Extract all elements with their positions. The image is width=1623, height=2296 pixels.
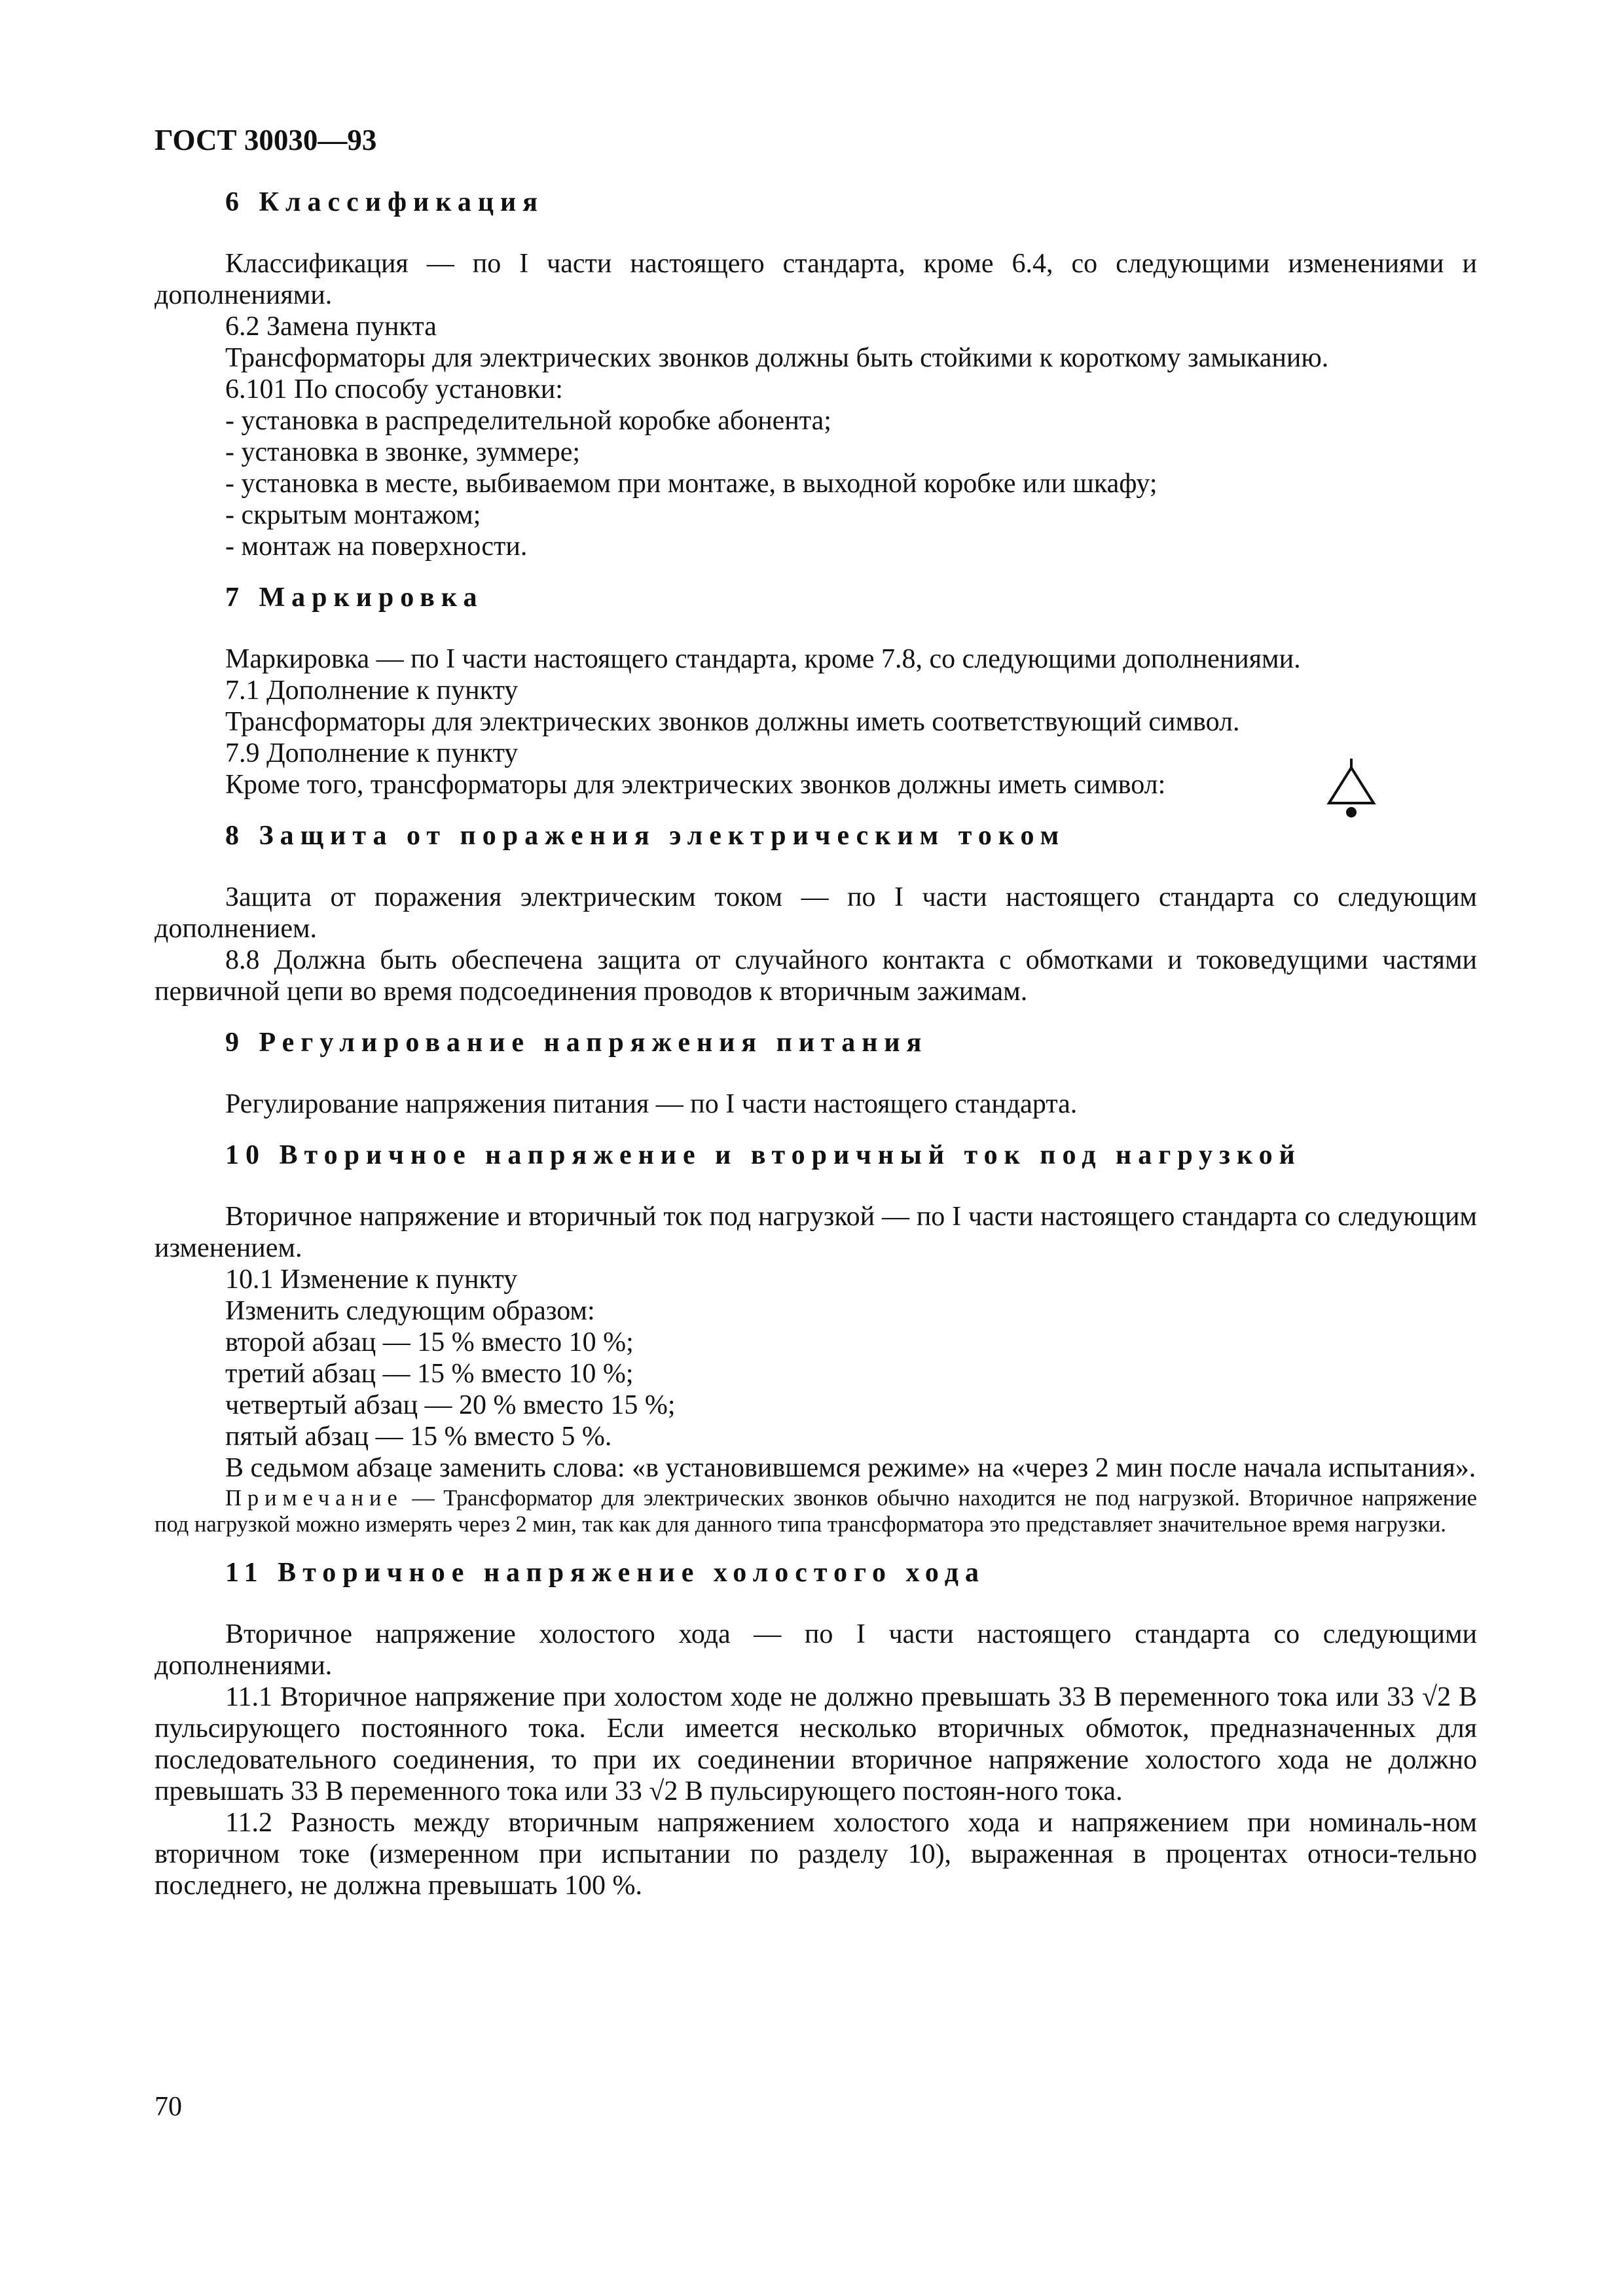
section-7-heading: 7 Маркировка xyxy=(225,583,484,613)
clause-8-8-text: 8.8 Должна быть обеспечена защита от случайного контакта с обмотками и токоведущими частями первичной цепи во время подсоединения проводов к вторичным зажимам. xyxy=(155,945,1477,1007)
section-8-paragraph: Защита от поражения электрическим током — по I части настоящего стандарта со следующим дополнением. xyxy=(155,882,1477,944)
page-number: 70 xyxy=(155,2092,182,2122)
clause-11-1-part-c: В пульсирующего постоян-ного тока. xyxy=(684,1776,1123,1806)
clause-7-1-text: Трансформаторы для электрических звонков должны иметь соответствующий символ. xyxy=(225,707,1240,737)
list-item: - монтаж на поверхности. xyxy=(225,531,528,562)
section-11-paragraph: Вторичное напряжение холостого хода — по I части настоящего стандарта со следующими дополнениями. xyxy=(155,1619,1477,1681)
section-10-paragraph: Вторичное напряжение и вторичный ток под нагрузкой — по I части настоящего стандарта со следующим изменением. xyxy=(155,1202,1477,1263)
list-item: третий абзац — 15 % вместо 10 %; xyxy=(225,1359,634,1389)
clause-10-1-title: 10.1 Изменение к пункту xyxy=(225,1265,518,1295)
clause-6-101-title: 6.101 По способу установки: xyxy=(225,374,563,404)
bell-symbol-icon xyxy=(1321,757,1381,820)
list-item: второй абзац — 15 % вместо 10 %; xyxy=(225,1327,634,1357)
section-10-note xyxy=(155,1485,1477,1537)
sqrt-2-symbol: √2 xyxy=(1422,1682,1451,1712)
clause-6-2-text: Трансформаторы для электрических звонков должны быть стойкими к короткому замыканию. xyxy=(225,343,1329,373)
section-6-heading: 6 Классификация xyxy=(225,187,544,217)
list-item: четвертый абзац — 20 % вместо 15 %; xyxy=(225,1390,676,1420)
section-7-paragraph: Маркировка — по I части настоящего стандарта, кроме 7.8, со следующими дополнениями. xyxy=(225,644,1301,674)
note-text: — Трансформатор для электрических звонков обычно находится не под нагрузкой. Вторичное напряжение под нагрузкой можно измерять через 2 мин, так как для данного типа трансформатора это представляет значительное время нагрузки. xyxy=(155,1486,1477,1537)
clause-11-1-text xyxy=(155,1681,1477,1807)
sqrt-2-symbol: √2 xyxy=(649,1776,678,1806)
section-11-heading: 11 Вторичное напряжение холостого хода xyxy=(225,1558,985,1588)
clause-10-1-replacement: В седьмом абзаце заменить слова: «в установившемся режиме» на «через 2 мин после начала испытания». xyxy=(225,1453,1476,1483)
section-9-heading: 9 Регулирование напряжения питания xyxy=(225,1028,928,1058)
document-body xyxy=(155,187,1477,1901)
clause-7-1-title: 7.1 Дополнение к пункту xyxy=(225,675,519,706)
list-item: - установка в месте, выбиваемом при монтаже, в выходной коробке или шкафу; xyxy=(225,469,1158,499)
section-8-heading: 8 Защита от поражения электрическим током xyxy=(225,821,1066,851)
clause-6-2-title: 6.2 Замена пункта xyxy=(225,312,437,342)
note-label: Примечание xyxy=(225,1486,403,1511)
clause-11-1-part-a: 11.1 Вторичное напряжение при холостом ходе не должно превышать 33 В переменного тока или 33 xyxy=(225,1682,1415,1712)
clause-7-9-title: 7.9 Дополнение к пункту xyxy=(225,738,519,768)
clause-7-9-text-label: Кроме того, трансформаторы для электрических звонков должны иметь символ: xyxy=(225,770,1166,800)
list-item: - скрытым монтажом; xyxy=(225,500,481,530)
clause-11-2-text: 11.2 Разность между вторичным напряжением холостого хода и напряжением при номиналь-ном вторичном токе (измеренном при испытании по разделу 10), выраженная в процентах относи-тельно последнего, не должна превышать 100 %. xyxy=(155,1808,1477,1901)
clause-7-9-text xyxy=(155,769,1477,800)
list-item: - установка в распределительной коробке абонента; xyxy=(225,406,831,436)
list-item: - установка в звонке, зуммере; xyxy=(225,437,581,467)
document-header: ГОСТ 30030—93 xyxy=(155,124,377,156)
list-item: пятый абзац — 15 % вместо 5 %. xyxy=(225,1422,612,1452)
clause-11-1-part-b: В пульсирующего постоянного тока. Если имеется несколько вторичных обмоток, предназначенных для последовательного соединения, то при их соединении вторичное напряжение холостого хода не должно превышать 33 В переменного тока или 33 xyxy=(155,1682,1478,1806)
section-6-paragraph: Классификация — по I части настоящего стандарта, кроме 6.4, со следующими изменениями и дополнениями. xyxy=(155,249,1477,310)
clause-10-1-text: Изменить следующим образом: xyxy=(225,1296,595,1326)
section-10-heading: 10 Вторичное напряжение и вторичный ток под нагрузкой xyxy=(225,1140,1302,1170)
section-9-paragraph: Регулирование напряжения питания — по I части настоящего стандарта. xyxy=(225,1089,1078,1119)
